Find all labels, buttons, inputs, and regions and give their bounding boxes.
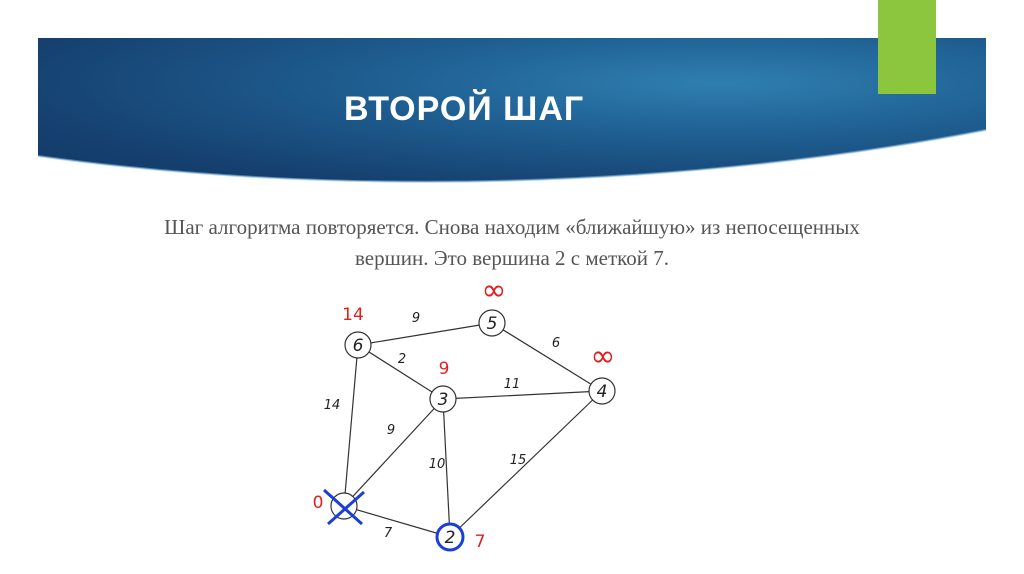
vertex-mark-2: 7 bbox=[474, 532, 486, 552]
edge-weight-2-4: 15 bbox=[509, 453, 527, 468]
vertex-mark-5: ∞ bbox=[481, 273, 507, 308]
vertex-label-6: 6 bbox=[352, 336, 364, 356]
vertex-mark-3: 9 bbox=[438, 359, 450, 379]
edge-weight-3-4: 11 bbox=[503, 377, 521, 392]
edge-weight-3-2: 10 bbox=[428, 457, 446, 472]
vertex-label-3: 3 bbox=[437, 390, 449, 410]
vertex-mark-1: 0 bbox=[312, 493, 324, 513]
edge-weight-6-3: 2 bbox=[397, 352, 407, 367]
edge-6-1 bbox=[344, 345, 358, 506]
body-line-1: Шаг алгоритма повторяется. Снова находим «ближайшую» из непосещенных bbox=[164, 215, 860, 239]
edge-weight-1-3: 9 bbox=[386, 423, 396, 438]
body-line-2: вершин. Это вершина 2 с меткой 7. bbox=[354, 246, 670, 270]
edge-weight-1-2: 7 bbox=[383, 526, 393, 541]
vertex-label-5: 5 bbox=[486, 314, 498, 334]
slide-title: ВТОРОЙ ШАГ bbox=[344, 90, 585, 128]
vertex-mark-4: ∞ bbox=[590, 339, 616, 374]
edge-1-3 bbox=[344, 399, 443, 506]
edge-weight-5-4: 6 bbox=[551, 336, 561, 351]
vertex-label-4: 4 bbox=[596, 382, 608, 402]
edge-weight-6-5: 9 bbox=[411, 311, 421, 326]
vertex-mark-6: 14 bbox=[342, 305, 364, 325]
edge-weight-6-1: 14 bbox=[323, 398, 341, 413]
edge-3-4 bbox=[443, 391, 602, 399]
vertex-label-2: 2 bbox=[444, 528, 456, 548]
edge-6-5 bbox=[358, 323, 492, 345]
